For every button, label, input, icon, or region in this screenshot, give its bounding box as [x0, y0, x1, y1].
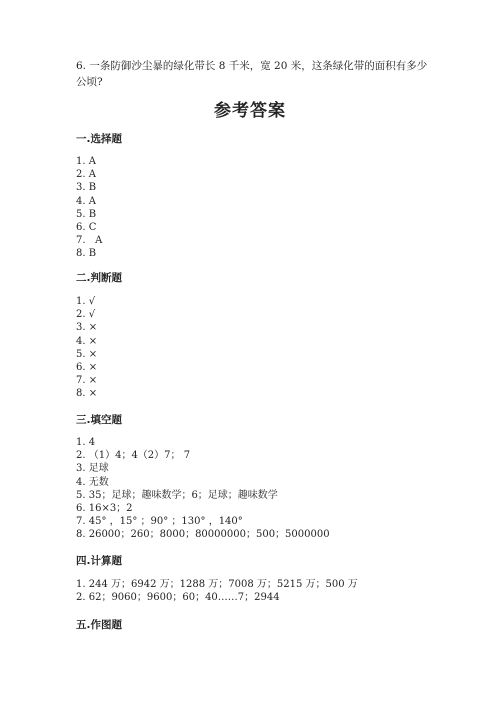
- choice-answer-list: [76, 155, 102, 261]
- section-heading-choice: 一.选择题: [76, 133, 122, 145]
- list-item: 4. ×: [76, 335, 98, 347]
- list-item: 4. A: [76, 195, 96, 207]
- list-item: 5. 35；足球；趣味数学；6；足球；趣味数学: [76, 489, 278, 501]
- list-item: 8. 26000；260；8000；80000000；500；5000000: [76, 529, 330, 541]
- list-item: 2. A: [76, 169, 96, 181]
- list-item: 7. A: [76, 235, 103, 247]
- section-heading-judgement: 二.判断题: [76, 272, 122, 284]
- list-item: 7. 45° ，15° ；90° ；130° ，140°: [76, 516, 243, 528]
- section-heading-drawing: 五.作图题: [76, 619, 122, 631]
- page-title: 参考答案: [214, 101, 286, 121]
- list-item: 3. 足球: [76, 463, 109, 475]
- list-item: 2. （1）4；4（2）7； 7: [76, 450, 191, 462]
- list-item: 4. 无数: [76, 476, 109, 488]
- list-item: 6. 16×3；2: [76, 502, 133, 514]
- list-item: 2. √: [76, 309, 96, 321]
- calculation-answer-list: [76, 578, 358, 604]
- list-item: 6. ×: [76, 361, 98, 373]
- question-6: 6. 一条防御沙尘暴的绿化带长 8 千米，宽 20 米，这条绿化带的面积有多少公顷?: [76, 60, 428, 88]
- list-item: 8. B: [76, 248, 97, 260]
- list-item: 6. C: [76, 221, 97, 233]
- list-item: 1. 244 万；6942 万；1288 万；7008 万；5215 万；500 万: [76, 579, 358, 590]
- judgement-answer-list: [76, 295, 97, 401]
- section-heading-fill-in: 三.填空题: [76, 414, 122, 426]
- list-item: 2. 62；9060；9600；60；40……7；2944: [76, 592, 280, 604]
- list-item: 1. A: [76, 156, 96, 167]
- list-item: 8. ×: [76, 388, 98, 400]
- list-item: 7. ×: [76, 375, 98, 387]
- list-item: 1. √: [76, 296, 96, 307]
- fill-in-answer-list: [76, 436, 330, 542]
- list-item: 1. 4: [76, 437, 96, 448]
- section-heading-calculation: 四.计算题: [76, 555, 122, 567]
- list-item: 5. ×: [76, 348, 98, 360]
- list-item: 3. B: [76, 182, 97, 194]
- list-item: 3. ×: [76, 322, 98, 334]
- list-item: 5. B: [76, 208, 97, 220]
